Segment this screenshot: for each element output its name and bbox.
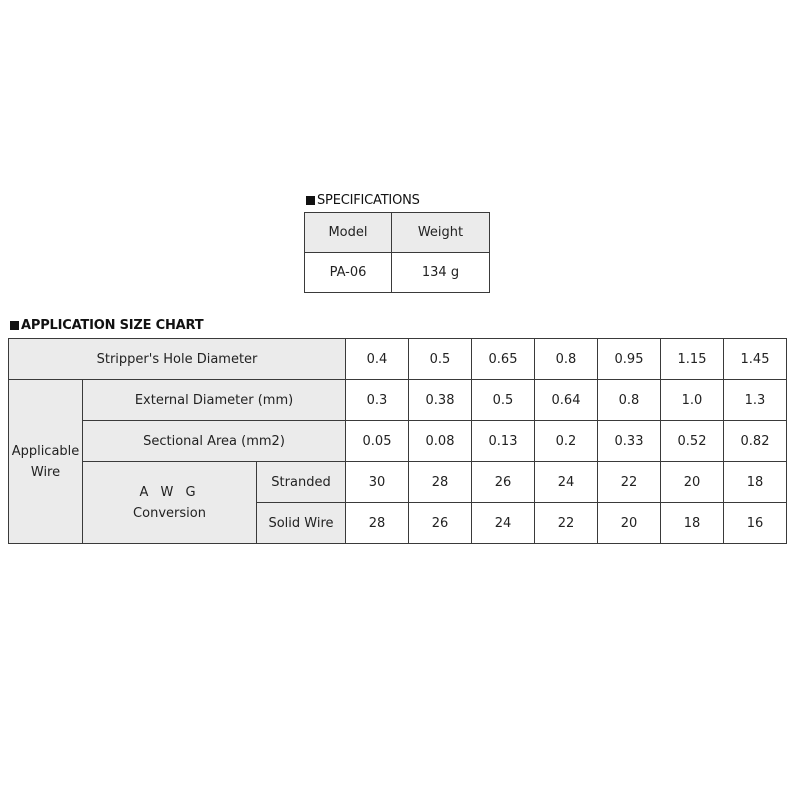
table-cell: 1.3 (724, 380, 787, 421)
table-cell: 0.5 (409, 339, 472, 380)
table-cell: 20 (598, 503, 661, 544)
table-cell: 0.3 (346, 380, 409, 421)
weight-value: 134 g (392, 253, 490, 293)
specifications-title: SPECIFICATIONS (317, 193, 420, 208)
solid-wire-label: Solid Wire (257, 503, 346, 544)
model-header: Model (305, 213, 392, 253)
applicable-wire-label (9, 380, 83, 544)
table-cell: 30 (346, 462, 409, 503)
specifications-table (304, 212, 490, 293)
application-chart-heading (10, 318, 203, 333)
table-cell: 22 (535, 503, 598, 544)
table-cell: 0.8 (598, 380, 661, 421)
table-cell: 0.82 (724, 421, 787, 462)
table-cell: 28 (346, 503, 409, 544)
table-cell: 0.52 (661, 421, 724, 462)
application-chart-title: APPLICATION SIZE CHART (21, 318, 204, 333)
table-cell: 1.0 (661, 380, 724, 421)
awg-conversion-label (83, 462, 257, 544)
table-cell: 0.08 (409, 421, 472, 462)
model-value: PA-06 (305, 253, 392, 293)
awg-label-line2: Conversion (133, 505, 206, 521)
table-cell: 16 (724, 503, 787, 544)
awg-label-line1: A W G (139, 484, 200, 500)
table-cell: 24 (472, 503, 535, 544)
external-diameter-label: External Diameter (mm) (83, 380, 346, 421)
table-cell: 24 (535, 462, 598, 503)
hole-diameter-row (9, 339, 787, 380)
table-cell: 0.65 (472, 339, 535, 380)
table-cell: 22 (598, 462, 661, 503)
table-cell: 28 (409, 462, 472, 503)
specifications-header-row (305, 213, 490, 253)
table-cell: 26 (409, 503, 472, 544)
square-bullet-icon (10, 321, 19, 330)
table-cell: 0.4 (346, 339, 409, 380)
stranded-label: Stranded (257, 462, 346, 503)
awg-stranded-row (9, 462, 787, 503)
table-cell: 0.95 (598, 339, 661, 380)
table-cell: 1.45 (724, 339, 787, 380)
weight-header: Weight (392, 213, 490, 253)
table-cell: 18 (724, 462, 787, 503)
table-cell: 0.05 (346, 421, 409, 462)
hole-diameter-label: Stripper's Hole Diameter (9, 339, 346, 380)
table-cell: 1.15 (661, 339, 724, 380)
specifications-heading (306, 193, 420, 208)
table-cell: 18 (661, 503, 724, 544)
applicable-wire-label-line1: Applicable (11, 443, 80, 459)
square-bullet-icon (306, 196, 315, 205)
application-size-table (8, 338, 787, 544)
table-cell: 0.5 (472, 380, 535, 421)
table-cell: 0.8 (535, 339, 598, 380)
sectional-area-label: Sectional Area (mm2) (83, 421, 346, 462)
sectional-area-row (9, 421, 787, 462)
table-cell: 0.64 (535, 380, 598, 421)
applicable-wire-label-line2: Wire (30, 464, 61, 480)
table-cell: 0.13 (472, 421, 535, 462)
table-cell: 0.33 (598, 421, 661, 462)
external-diameter-row (9, 380, 787, 421)
table-cell: 20 (661, 462, 724, 503)
specifications-row (305, 253, 490, 293)
table-cell: 0.38 (409, 380, 472, 421)
table-cell: 0.2 (535, 421, 598, 462)
table-cell: 26 (472, 462, 535, 503)
